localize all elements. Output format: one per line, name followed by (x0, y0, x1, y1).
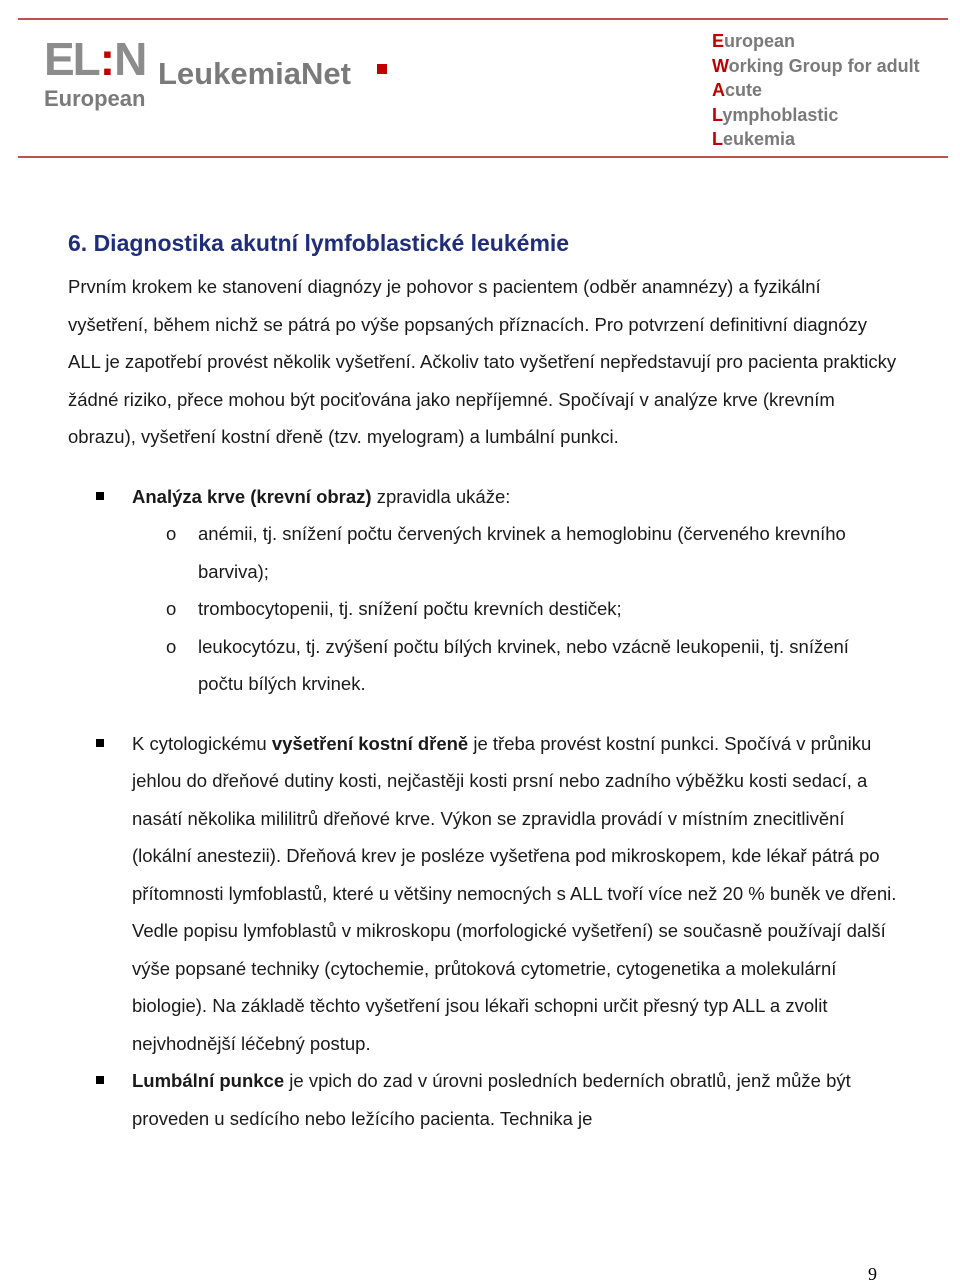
section-content (68, 226, 898, 1137)
bullet-bold-term: Analýza krve (krevní obraz) (132, 485, 372, 507)
ewgall-line: European (712, 31, 796, 51)
blood-findings-sublist (132, 515, 898, 703)
sublist-item: o trombocytopenii, tj. snížení počtu krevních destiček; (132, 590, 898, 628)
ewgall-line: Lymphoblastic (712, 104, 839, 125)
ewgall-line: Working Group for adult (712, 55, 920, 76)
header-bottom-rule (18, 156, 948, 158)
eln-logo-subtitle: European (44, 86, 146, 111)
leukemianet-wordmark: LeukemiaNet (158, 56, 351, 91)
ewgall-logo-text (712, 29, 920, 152)
bullet-text: je vpich do zad v úrovni posledních bederních obratlů, jenž může být proveden u sedícího nebo ležícího pacienta. Technika je (132, 1070, 851, 1129)
square-bullet-icon (96, 739, 104, 747)
circle-bullet-icon: o (166, 598, 177, 619)
square-bullet-icon (96, 492, 104, 500)
circle-bullet-icon: o (166, 635, 177, 657)
section-title: 6. Diagnostika akutní lymfoblastické leukémie (68, 230, 570, 256)
intro-paragraph: Prvním krokem ke stanovení diagnózy je pohovor s pacientem (odběr anamnézy) a fyzikální vyšetření, během nichž se pátrá po výše popsaných příznacích. Pro potvrzení definitivní diagnózy ALL je zapotřebí provést několik vyšetření. Ačkoliv tato vyšetření nepředstavují pro pacienta prakticky žádné riziko, přece mohou být pociťována jako nepříjemné. Spočívají v analýze krve (krevním obrazu), vyšetření kostní dřeně (tzv. myelogram) a lumbální punkci. (68, 276, 897, 447)
eln-logo-mark: EL:N (44, 33, 146, 85)
bullet-bold-term: vyšetření kostní dřeně (271, 732, 469, 754)
list-item-bone-marrow (68, 725, 898, 1063)
ewgall-line: Acute (712, 80, 763, 100)
bullet-text: je třeba provést kostní punkci. Spočívá v průniku jehlou do dřeňové dutiny kosti, nejčastěji kosti prsní nebo zadního výběžku kosti sedací, a nasátí několika mililitrů dřeňové krve. Výkon se zpravidla provádí v místním znecitlivění (lokální anestezii). Dřeňová krev je posléze vyšetřena pod mikroskopem, kde lékař pátrá po přítomnosti lymfoblastů, které u většiny nemocných s ALL tvoří více než 20 % buněk ve dřeni. Vedle popisu lymfoblastů v mikroskopu (morfologické vyšetření) se současně používají další výše popsané techniky (cytochemie, průtoková cytometrie, cytogenetika a molekulární biologie). Na základě těchto vyšetření jsou lékaři schopni určit přesný typ ALL a zvolit nejvhodnější léčebný postup. (132, 732, 897, 1054)
leukemianet-red-square (377, 64, 387, 74)
list-item-lumbar-puncture (68, 1062, 898, 1137)
square-bullet-icon (96, 1076, 104, 1084)
header-top-rule (18, 18, 948, 20)
bullet-text: zpravidla ukáže: (371, 485, 511, 507)
sublist-item: o anémii, tj. snížení počtu červených krvinek a hemoglobinu (červeného krevního barviva); (132, 515, 898, 590)
bullet-bold-term: Lumbální punkce (132, 1070, 285, 1091)
diagnostics-list (68, 478, 898, 1138)
sublist-item: o leukocytózu, tj. zvýšení počtu bílých krvinek, nebo vzácně leukopenii, tj. snížení počtu bílých krvinek. (132, 628, 898, 703)
list-item-blood-analysis (68, 478, 898, 703)
bullet-text: K cytologickému (132, 732, 272, 754)
european-leukemianet-logo (44, 33, 404, 116)
page-number: 9 (868, 1264, 877, 1284)
ewgall-line: Leukemia (712, 129, 796, 149)
circle-bullet-icon: o (166, 523, 177, 544)
